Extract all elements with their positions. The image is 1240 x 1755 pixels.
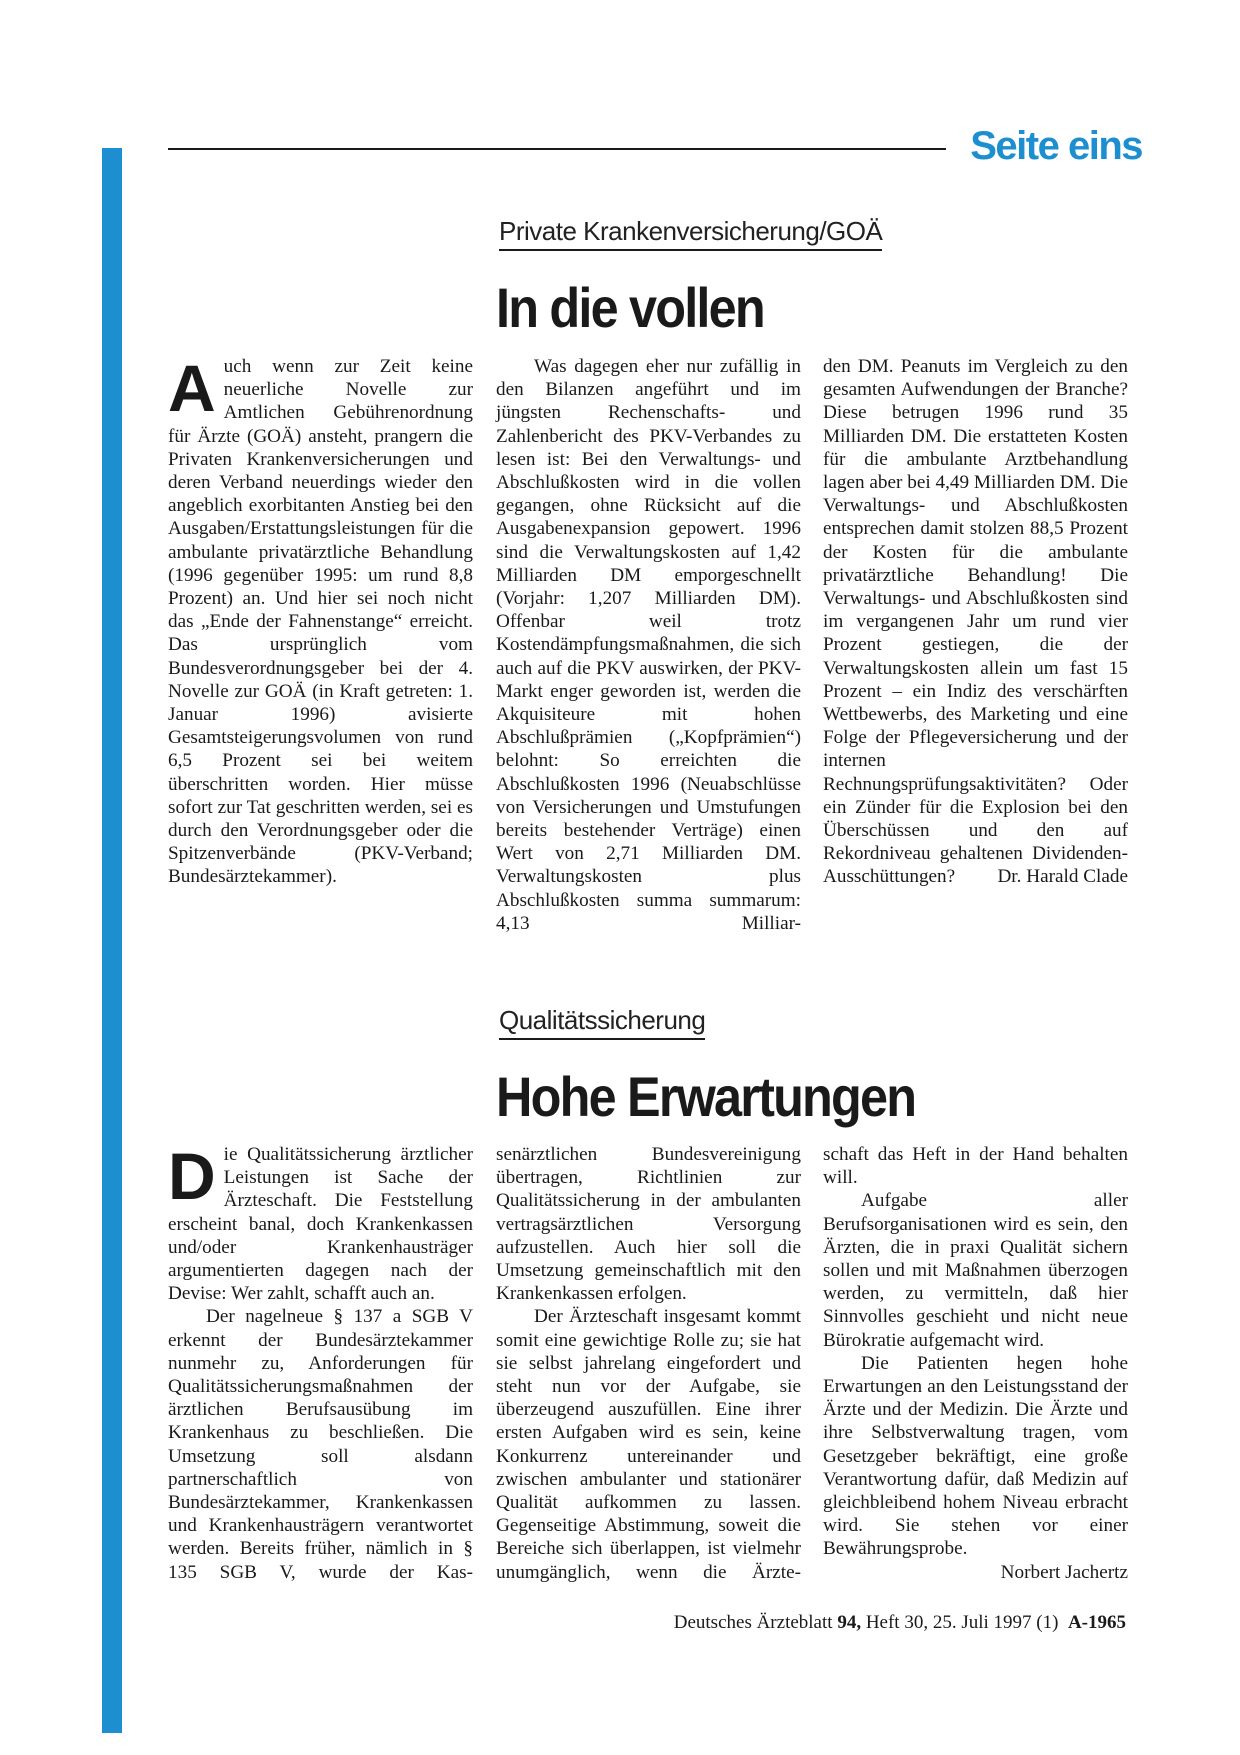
side-accent-bar	[102, 148, 122, 1733]
article-2-headline: Hohe Erwartungen	[496, 1065, 916, 1128]
footer-volume: 94,	[837, 1612, 862, 1633]
article-1-text-3: den DM. Peanuts im Vergleich zu den gesamten Aufwendungen der Branche? Diese betrugen 1996 rund 35 Milliarden DM. Die erstatteten Kosten für die ambulante Arztbehandlung lagen aber bei 4,49 Milliarden DM. Die Verwaltungs- und Abschlußkosten entsprechen damit stolzen 88,5 Prozent der Kosten für die ambulante privatärztliche Behandlung! Die Verwaltungs- und Abschlußkosten sind im vergangenen Jahr um rund vier Prozent gestiegen, die der Verwaltungskosten allein um fast 15 Prozent – ein Indiz des verschärften Wettbewerbs, des Marketing und eine Folge der Pflegeversicherung und der internen Rechnungsprüfungsaktivitäten? Oder ein Zünder für die Explosion bei den Überschüssen und den auf Rekordniveau gehaltenen Dividenden-Ausschüttungen?	[823, 356, 1128, 888]
article-1-text-1: uch wenn zur Zeit keine neuerliche Novelle zur Amtlichen Gebührenordnung für Ärzte (GOÄ) ansteht, prangern die Privaten Krankenversicherungen und deren Verband neuerdings wieder den angeblich exorbitanten Anstieg bei den Ausgaben/Erstattungsleistungen für die ambulante privatärztliche Behandlung (1996 gegenüber 1995: um rund 8,8 Prozent) an. Und hier sei noch nicht das „Ende der Fahnenstange“ erreicht. Das ursprünglich vom Bundesverordnungsgeber bei der 4. Novelle zur GOÄ (in Kraft getreten: 1. Januar 1996) avisierte Gesamtsteigerungsvolumen von rund 6,5 Prozent sei bei weitem überschritten worden. Hier müsse sofort zur Tat geschritten werden, sei es durch den Verordnungsgeber oder die Spitzenverbände (PKV-Verband; Bundesärztekammer).	[168, 356, 473, 888]
footer-page-number: A-1965	[1067, 1612, 1126, 1633]
article-2-column-3	[823, 1143, 1128, 1584]
article-1-column-1	[168, 351, 473, 889]
article-2-text-2a: senärztlichen Bundesvereinigung übertragen, Richtlinien zur Qualitätssicherung in der ambulanten vertragsärztlichen Versorgung aufzustellen. Auch hier soll die Umsetzung gemeinschaftlich mit den Krankenkassen erfolgen.	[496, 1144, 801, 1305]
article-1-kicker: Private Krankenversicherung/GOÄ	[499, 215, 882, 251]
article-2-text-3a: schaft das Heft in der Hand behalten will.	[823, 1144, 1128, 1189]
article-1-column-2	[496, 355, 801, 935]
article-2-column-1	[168, 1139, 473, 1584]
footer-journal: Deutsches Ärzteblatt	[673, 1612, 833, 1633]
header-rule	[168, 148, 946, 150]
article-2-text-1a: ie Qualitätssicherung ärztlicher Leistungen ist Sache der Ärzteschaft. Die Feststellung erscheint banal, doch Krankenkassen und/oder Krankenhausträger argumentierten dagegen nach der Devise: Wer zahlt, schafft auch an.	[168, 1144, 473, 1305]
article-2-text-3c: Die Patienten hegen hohe Erwartungen an den Leistungsstand der Ärzte und der Medizin. Die Ärzte und ihre Selbstverwaltung tragen, vom Gesetzgeber bekräftigt, eine große Verantwortung dafür, daß Medizin auf gleichbleibend hohem Niveau erbracht wird. Sie stehen vor einer Bewährungsprobe.	[823, 1352, 1128, 1560]
article-1-dropcap: A	[168, 351, 216, 425]
article-1-author: Dr. Harald Clade	[997, 866, 1128, 888]
section-label: Seite eins	[970, 124, 1142, 168]
article-2-text-2b: Der Ärzteschaft insgesamt kommt somit eine gewichtige Rolle zu; sie hat sie selbst jahrelang eingefordert und steht nun vor der Aufgabe, sie überzeugend auszufüllen. Eine ihrer ersten Aufgaben wird es sein, keine Konkurrenz untereinander und zwischen ambulanter und stationärer Qualität aufkommen zu lassen. Gegenseitige Abstimmung, soweit die Bereiche sich überlappen, ist vielmehr unumgänglich, wenn die Ärzte-	[496, 1306, 801, 1583]
page-footer	[560, 1611, 1126, 1635]
article-2-dropcap: D	[168, 1139, 216, 1213]
article-2-column-2	[496, 1143, 801, 1584]
article-2-text-3b: Aufgabe aller Berufsorganisationen wird es sein, den Ärzten, die in praxi Qualität sichern sollen und mit Maßnahmen überzogen werden, zu vermitteln, daß hier Sinnvolles geschieht und nicht neue Bürokratie aufgemacht wird.	[823, 1190, 1128, 1351]
article-2-kicker: Qualitätssicherung	[499, 1004, 705, 1040]
article-1-text-2: Was dagegen eher nur zufällig in den Bilanzen angeführt und im jüngsten Rechenschafts- und Zahlenbericht des PKV-Verbandes zu lesen ist: Bei den Verwaltungs- und Abschlußkosten wird in die vollen gegangen, ohne Rücksicht auf die Ausgabenexpansion gepowert. 1996 sind die Verwaltungskosten auf 1,42 Milliarden DM emporgeschnellt (Vorjahr: 1,207 Milliarden DM). Offenbar weil trotz Kostendämpfungsmaßnahmen, die sich auch auf die PKV auswirken, der PKV-Markt enger geworden ist, werden die Akquisiteure mit hohen Abschlußprämien („Kopfprämien“) belohnt: So erreichten die Abschlußkosten 1996 (Neuabschlüsse von Versicherungen und Umstufungen bereits bestehender Verträge) einen Wert von 2,71 Milliarden DM. Verwaltungskosten plus Abschlußkosten summa summarum: 4,13 Milliar-	[496, 356, 801, 934]
footer-issue: Heft 30, 25. Juli 1997 (1)	[865, 1612, 1059, 1633]
article-1-column-3	[823, 355, 1128, 889]
article-2-author: Norbert Jachertz	[1000, 1561, 1128, 1583]
article-1-headline: In die vollen	[496, 276, 764, 339]
article-2-text-1b: Der nagelneue § 137 a SGB V erkennt der Bundesärztekammer nunmehr zu, Anforderungen für Qualitätssicherungsmaßnahmen der ärztlichen Berufsausübung im Krankenhaus zu beschließen. Die Umsetzung soll alsdann partnerschaftlich von Bundesärztekammer, Krankenkassen und Krankenhausträgern verantwortet werden. Bereits früher, nämlich in § 135 SGB V, wurde der Kas-	[168, 1306, 473, 1583]
